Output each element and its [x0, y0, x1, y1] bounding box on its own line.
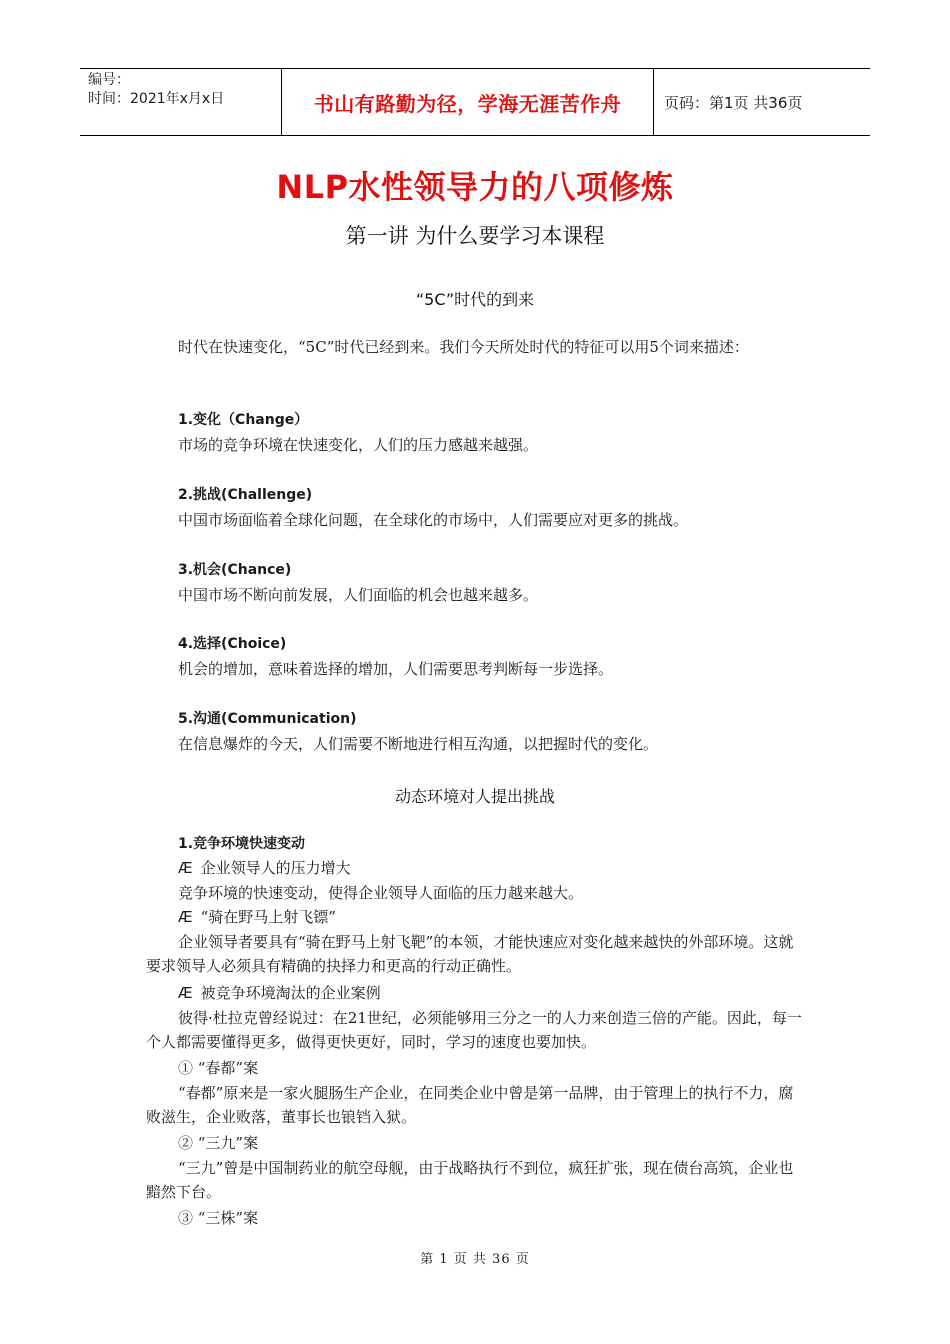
header-motto: 书山有路勤为径，学海无涯苦作舟: [282, 69, 654, 135]
case-heading: ① “春都”案: [178, 1059, 259, 1077]
lecture-title: 第一讲 为什么要学习本课程: [345, 224, 605, 248]
paragraph-text: “春都”原来是一家火腿肠生产企业，在同类企业中曾是第一品牌，由于管理上的执行不力，腐败滋生，企业败落，董事长也锒铛入狱。: [146, 1084, 794, 1126]
item-text-change: 市场的竞争环境在快速变化，人们的压力感越来越强。: [178, 436, 539, 454]
subsection-head: 1.竞争环境快速变动: [178, 836, 306, 852]
time-label: 时间：2021年x月x日: [88, 91, 225, 107]
bullet-icon: Æ: [178, 859, 193, 877]
section-title-challenge: 动态环境对人提出挑战: [394, 787, 555, 806]
header-page-label: 页码：第1页 共36页: [664, 93, 803, 112]
document-title: NLP水性领导力的八项修炼: [276, 168, 674, 206]
paragraph-text: 企业领导者要具有“骑在野马上射飞靶”的本领，才能快速应对变化越来越快的外部环境。这就要求领导人必须具有精确的抉择力和更高的行动正确性。: [146, 933, 794, 975]
item-head-chance: 3.机会(Chance): [178, 562, 292, 578]
bullet-item: [178, 982, 381, 1004]
paragraph-text: 彼得·杜拉克曾经说过：在21世纪，必须能够用三分之一的人力来创造三倍的产能。因此，每一个人都需要懂得更多，做得更快更好，同时，学习的速度也要加快。: [146, 1009, 802, 1051]
paragraph-text: 竞争环境的快速变动，使得企业领导人面临的压力越来越大。: [178, 884, 584, 902]
bullet-icon: Æ: [178, 908, 193, 926]
item-head-choice: 4.选择(Choice): [178, 636, 287, 652]
bullet-text: “骑在野马上射飞镖”: [200, 908, 336, 926]
item-text-communication: 在信息爆炸的今天，人们需要不断地进行相互沟通，以把握时代的变化。: [178, 735, 659, 753]
section-title-5c: “5C”时代的到来: [415, 290, 535, 309]
case-heading: ② “三九”案: [178, 1134, 259, 1152]
item-text-challenge: 中国市场面临着全球化问题，在全球化的市场中，人们需要应对更多的挑战。: [178, 511, 689, 529]
number-label: 编号：: [88, 72, 130, 88]
header-table: [80, 68, 870, 136]
bullet-text: 企业领导人的压力增大: [200, 859, 351, 877]
section-intro: 时代在快速变化，“5C”时代已经到来。我们今天所处时代的特征可以用5个词来描述：: [178, 338, 749, 356]
paragraph-text: “三九”曾是中国制药业的航空母舰，由于战略执行不到位，疯狂扩张，现在债台高筑，企业也黯然下台。: [146, 1159, 794, 1201]
bullet-icon: Æ: [178, 984, 193, 1002]
case-heading: ③ “三株”案: [178, 1209, 259, 1227]
item-text-chance: 中国市场不断向前发展，人们面临的机会也越来越多。: [178, 586, 539, 604]
item-text-choice: 机会的增加，意味着选择的增加，人们需要思考判断每一步选择。: [178, 660, 614, 678]
item-head-change: 1.变化（Change）: [178, 412, 309, 428]
page-footer: 第 1 页 共 36 页: [420, 1252, 530, 1267]
header-meta-cell: [80, 69, 282, 135]
bullet-text: 被竞争环境淘汰的企业案例: [200, 984, 381, 1002]
item-head-challenge: 2.挑战(Challenge): [178, 487, 313, 503]
bullet-item: [178, 857, 351, 879]
item-head-communication: 5.沟通(Communication): [178, 711, 357, 727]
bullet-item: [178, 906, 336, 928]
